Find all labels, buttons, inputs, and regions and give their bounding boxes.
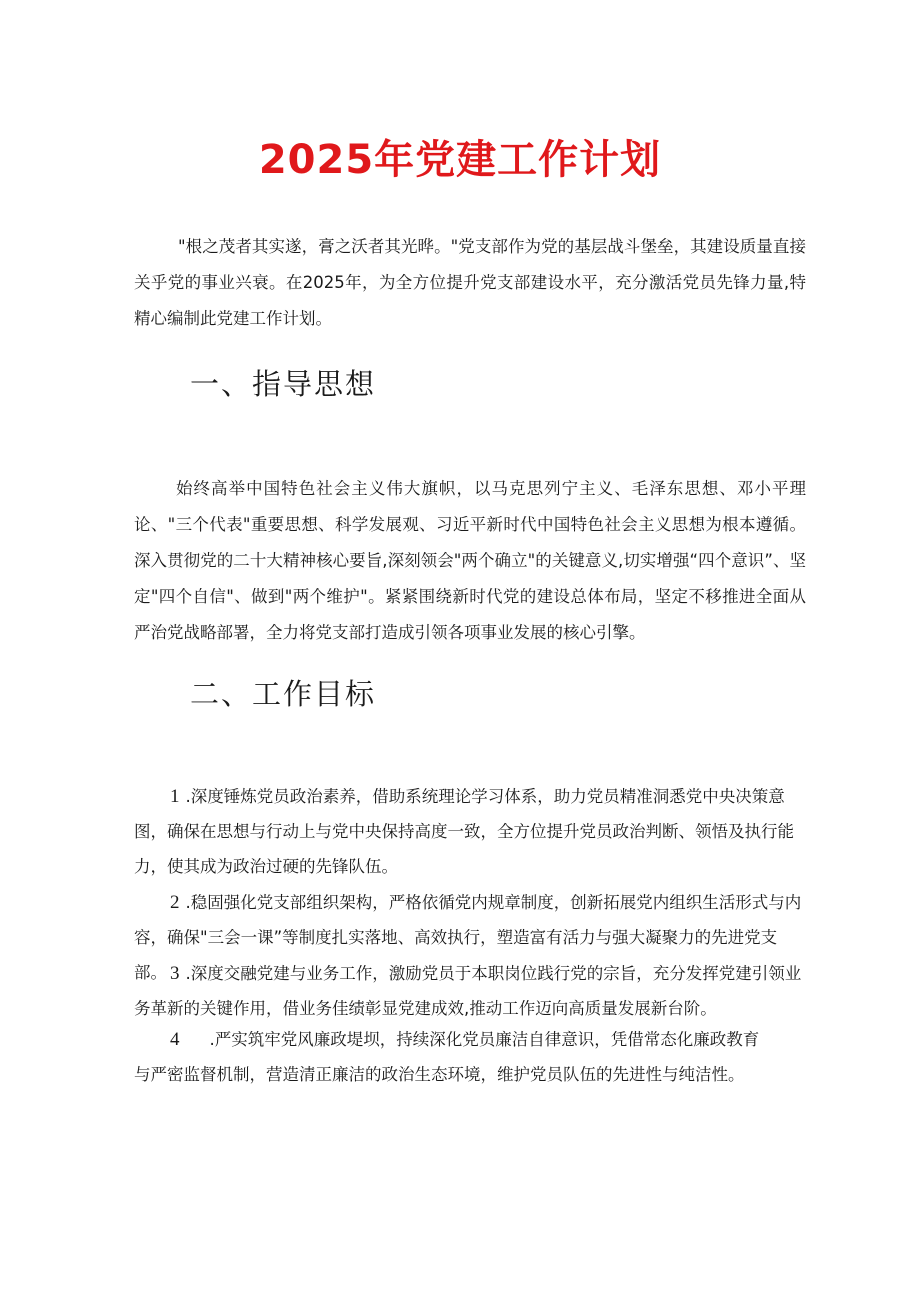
goal-item <box>134 779 806 884</box>
goal-text: .严实筑牢党风廉政堤坝，持续深化党员廉洁自律意识，凭借常态化廉政教育与严密监督机制，营造清正廉洁的政治生态环境，维护党员队伍的先进性与纯洁性。 <box>134 1030 760 1084</box>
goal-text: .深度锤炼党员政治素养，借助系统理论学习体系，助力党员精准洞悉党中央决策意图，确保在思想与行动上与党中央保持高度一致，全方位提升党员政治判断、领悟及执行能力，使其成为政治过硬的先锋队伍。 <box>134 787 794 876</box>
guiding-thought-paragraph: 始终高举中国特色社会主义伟大旗帜，以马克思列宁主义、毛泽东思想、邓小平理论、"三个代表"重要思想、科学发展观、习近平新时代中国特色社会主义思想为根本遵循。深入贯彻党的二十大精神核心要旨,深刻领会"两个确立"的关键意义,切实增强“四个意识”、坚定"四个自信"、做到"两个维护"。紧紧围绕新时代党的建设总体布局，坚定不移推进全面从严治党战略部署，全力将党支部打造成引领各项事业发展的核心引擎。 <box>134 479 806 642</box>
section-heading-guiding-thought: 一、指导思想 <box>190 367 377 401</box>
goal-text: .深度交融党建与业务工作，激励党员于本职岗位践行党的宗旨，充分发挥党建引领业务革新的关键作用，借业务佳绩彰显党建成效,推动工作迈向高质量发展新台阶。 <box>134 964 802 1018</box>
goal-number: 4 <box>170 1029 180 1050</box>
document-title: 2025年党建工作计划 <box>258 137 662 183</box>
intro-paragraph: "根之茂者其实遂，膏之沃者其光晔。"党支部作为党的基层战斗堡垒，其建设质量直接关乎党的事业兴衰。在2025年，为全方位提升党支部建设水平，充分激活党员先锋力量,特精心编制此党建工作计划。 <box>134 237 806 328</box>
goal-number: 1 <box>170 786 180 807</box>
section-heading-work-goals: 二、工作目标 <box>190 677 377 711</box>
goal-number: 3 <box>170 963 180 984</box>
goal-item <box>134 1022 774 1092</box>
goal-item <box>134 956 806 1026</box>
goal-text: .稳固强化党支部组织架构，严格依循党内规章制度，创新拓展党内组织生活形式与内容，确保"三会一课”等制度扎实落地、高效执行，塑造富有活力与强大凝聚力的先进党支部。 <box>134 893 802 982</box>
goal-number: 2 <box>170 892 180 913</box>
